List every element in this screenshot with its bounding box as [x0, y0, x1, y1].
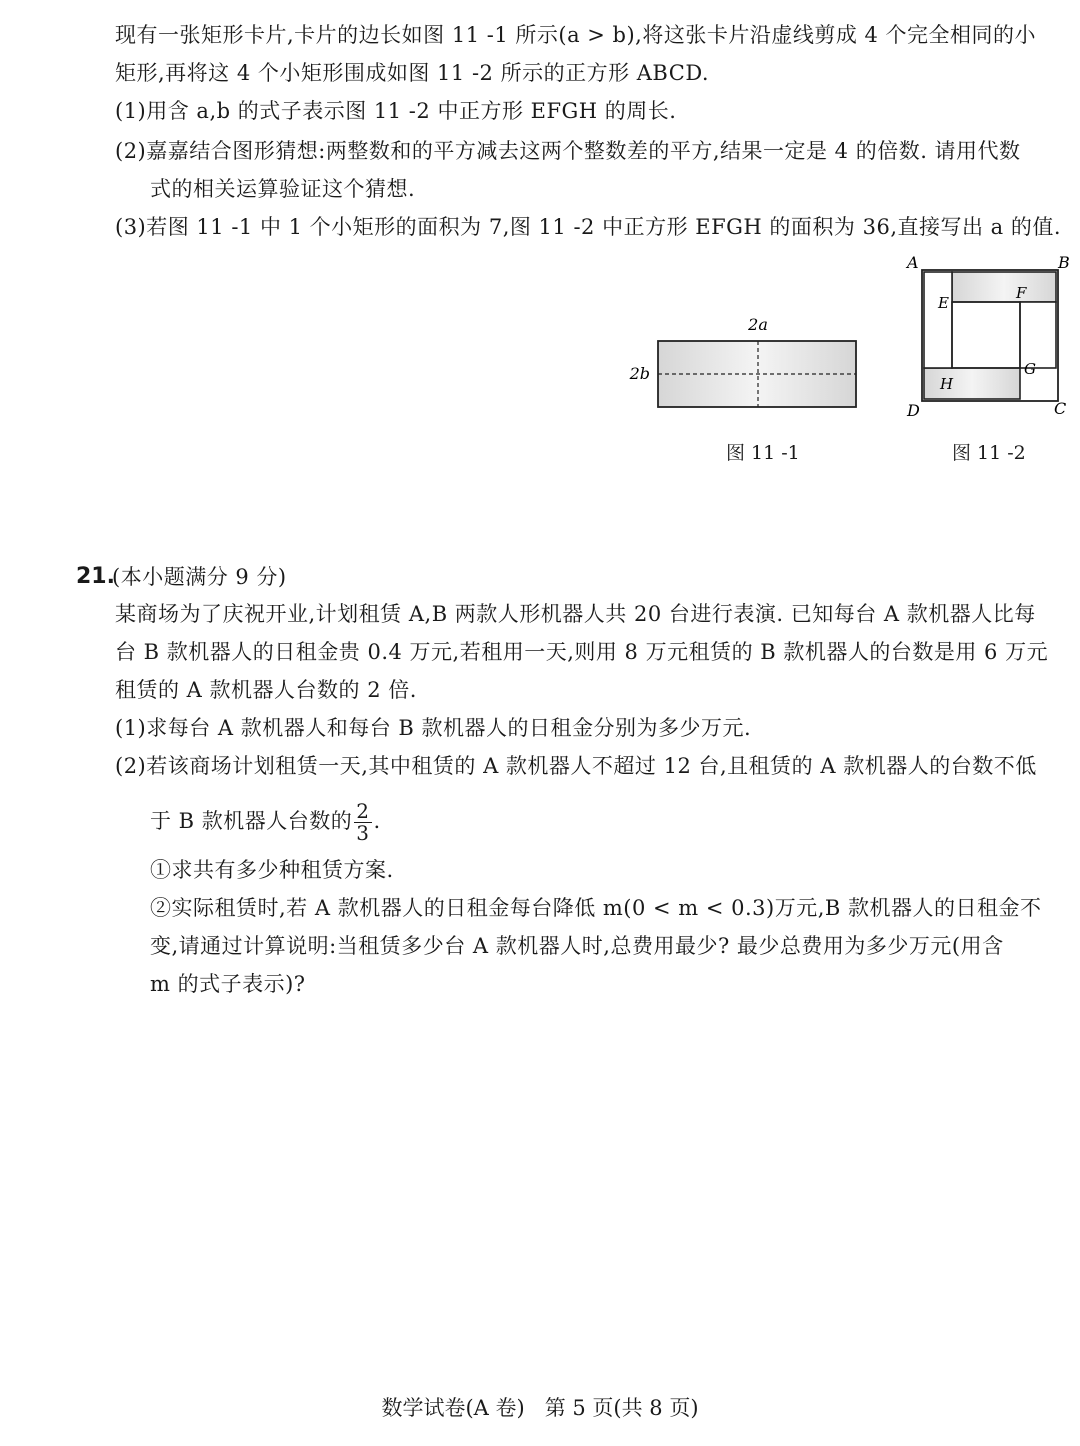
q20-intro-line1: 现有一张矩形卡片,卡片的边长如图 11 -1 所示(a > b),将这张卡片沿虚线剪成 4 个完全相同的小	[115, 23, 1037, 47]
fraction-two-thirds	[354, 801, 371, 844]
q20-part1: (1)用含 a,b 的式子表示图 11 -2 中正方形 EFGH 的周长.	[115, 99, 677, 123]
q21-part2-line1: (2)若该商场计划租赁一天,其中租赁的 A 款机器人不超过 12 台,且租赁的 A 款机器人的台数不低	[115, 754, 1037, 778]
label-2a: 2a	[748, 315, 768, 334]
vertex-g: G	[1024, 360, 1036, 378]
figure-11-2	[900, 250, 1080, 425]
q21-sub2-line2: 变,请通过计算说明:当租赁多少台 A 款机器人时,总费用最少? 最少总费用为多少万元(用含	[150, 934, 1004, 958]
q21-body-line2: 台 B 款机器人的日租金贵 0.4 万元,若租用一天,则用 8 万元租赁的 B 款机器人的台数是用 6 万元	[115, 640, 1049, 664]
q21-body-line1: 某商场为了庆祝开业,计划租赁 A,B 两款人形机器人共 20 台进行表演. 已知每台 A 款机器人比每	[115, 602, 1036, 626]
figure-11-1	[620, 305, 880, 425]
q21-sub1: ①求共有多少种租赁方案.	[150, 858, 394, 882]
q21-part2-line2-text: 于 B 款机器人台数的	[150, 809, 353, 833]
q21-score: (本小题满分 9 分)	[112, 565, 287, 589]
q20-part2-line2: 式的相关运算验证这个猜想.	[150, 177, 416, 201]
vertex-f: F	[1016, 284, 1027, 302]
vertex-a: A	[907, 253, 919, 272]
vertex-h: H	[940, 375, 954, 393]
figure-11-1-caption: 图 11 -1	[726, 442, 800, 464]
question-number: 21.	[76, 564, 115, 589]
q20-part2-line1: (2)嘉嘉结合图形猜想:两整数和的平方减去这两个整数差的平方,结果一定是 4 的倍数. 请用代数	[115, 139, 1021, 163]
vertex-d: D	[907, 401, 920, 420]
q21-part2-line2	[150, 798, 381, 844]
q21-part1: (1)求每台 A 款机器人和每台 B 款机器人的日租金分别为多少万元.	[115, 716, 752, 740]
exam-title: 数学试卷(A 卷)	[381, 1396, 525, 1420]
q21-sub2-line1: ②实际租赁时,若 A 款机器人的日租金每台降低 m(0 < m < 0.3)万元,B 款机器人的日租金不	[150, 896, 1042, 920]
q21-body-line3: 租赁的 A 款机器人台数的 2 倍.	[115, 678, 417, 702]
q21-sub2-line3: m 的式子表示)?	[150, 972, 306, 996]
small-rect-left	[924, 272, 952, 368]
label-2b: 2b	[629, 364, 650, 383]
vertex-e: E	[938, 294, 949, 312]
fraction-numerator: 2	[356, 799, 370, 823]
q20-intro-line2: 矩形,再将这 4 个小矩形围成如图 11 -2 所示的正方形 ABCD.	[115, 61, 710, 85]
figure-11-2-caption: 图 11 -2	[952, 442, 1026, 464]
small-rect-right	[1020, 302, 1056, 368]
page-number: 第 5 页(共 8 页)	[544, 1396, 699, 1420]
small-rect-bottom	[924, 368, 1020, 399]
page-footer	[0, 1393, 1080, 1423]
q20-part3: (3)若图 11 -1 中 1 个小矩形的面积为 7,图 11 -2 中正方形 EFGH 的面积为 36,直接写出 a 的值.	[115, 215, 1062, 239]
vertex-b: B	[1058, 253, 1070, 272]
fraction-denominator: 3	[356, 821, 370, 845]
small-rect-top	[952, 272, 1056, 302]
q21-part2-line2-end: .	[373, 809, 381, 833]
vertex-c: C	[1054, 399, 1067, 418]
